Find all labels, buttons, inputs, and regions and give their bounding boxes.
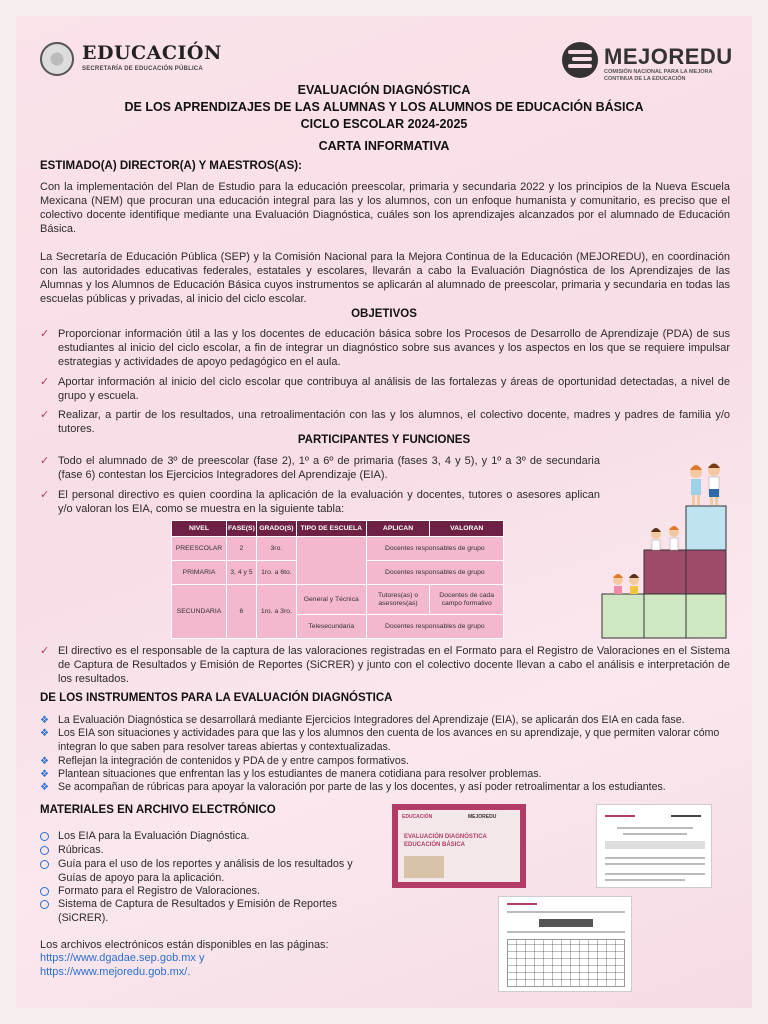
- carta-informativa-page: [16, 16, 752, 1008]
- instrumento-item: ❖ Reflejan la integración de contenidos y PDA de y entre campos formativos.: [40, 755, 409, 767]
- objetivos-title: OBJETIVOS: [351, 308, 417, 320]
- instrumento-item: ❖ Los EIA son situaciones y actividades para que las y los alumnos den cuenta de los avances en su aprendizaje, y que permiten valorar cómo integran lo que saben para resolver tareas abiertas y contextualizadas.: [40, 727, 720, 753]
- eia-cover-thumbnail: EDUCACIÓN MEJOREDU EVALUACIÓN DIAGNÓSTICA EDUCACIÓN BÁSICA: [392, 804, 526, 888]
- title-line-1: EVALUACIÓN DIAGNÓSTICA: [297, 83, 471, 97]
- sep-logo-subtitle: SECRETARÍA DE EDUCACIÓN PÚBLICA: [82, 66, 203, 72]
- diamond-bullet-icon: ❖: [40, 728, 49, 739]
- material-item: Los EIA para la Evaluación Diagnóstica.: [40, 830, 380, 844]
- roles-table: [171, 520, 504, 639]
- document-title: [16, 82, 752, 133]
- table-row: Telesecundaria Docentes responsables de grupo: [172, 615, 504, 639]
- circle-bullet-icon: [40, 832, 49, 841]
- intro-paragraph-1: Con la implementación del Plan de Estudio para la educación preescolar, primaria y secundaria 2022 y los principios de la Nueva Escuela Mexicana (NEM) que procuran una educación integral para las y los alumnos, con un enfoque humanista y comunitario, es preciso que el colectivo docente identifique mediante una Evaluación Diagnóstica, cuáles son los aprendizajes alcanzados por el alumnado de Educación Básica.: [40, 181, 730, 235]
- materiales-title: MATERIALES EN ARCHIVO ELECTRÓNICO: [40, 804, 276, 816]
- instrumento-item: ❖ Plantean situaciones que enfrentan las y los estudiantes de manera cotidiana para resolver problemas.: [40, 768, 542, 780]
- diamond-bullet-icon: ❖: [40, 715, 49, 726]
- eagle-seal-icon: [40, 42, 74, 76]
- material-item: Formato para el Registro de Valoraciones.: [40, 885, 380, 899]
- circle-bullet-icon: [40, 846, 49, 855]
- sep-logo-title: EDUCACIÓN: [82, 42, 222, 64]
- participantes-title: PARTICIPANTES Y FUNCIONES: [297, 434, 471, 446]
- circle-bullet-icon: [40, 900, 49, 909]
- objetivo-item: ✓ Proporcionar información útil a las y los docentes de educación básica sobre los Procesos de Desarrollo de Aprendizaje (PDA) de sus estudiantes al inicio del ciclo escolar, a fin de integrar un diagnóstico sobre sus avances y los aspectos en los que se requiere impulsar estrategias y actividades de apoyo pedagógico en el aula.: [40, 328, 730, 368]
- check-icon: ✓: [40, 455, 50, 467]
- circle-bullet-icon: [40, 860, 49, 869]
- diamond-bullet-icon: ❖: [40, 756, 49, 767]
- material-item: Guía para el uso de los reportes y análisis de los resultados y Guías de apoyo para la aplicación.: [40, 858, 380, 885]
- circle-bullet-icon: [40, 887, 49, 896]
- check-icon: ✓: [40, 645, 50, 657]
- table-row: SECUNDARIA 6 1ro. a 3ro. General y Técnica Tutores(as) o asesores(as) Docentes de cada campo formativo: [172, 585, 504, 615]
- diamond-bullet-icon: ❖: [40, 769, 49, 780]
- objetivo-item: ✓ Aportar información al inicio del ciclo escolar que contribuya al análisis de las fortalezas y áreas de oportunidad detectadas, a nivel de grupo y escuela.: [40, 376, 730, 402]
- check-icon: ✓: [40, 409, 50, 421]
- check-icon: ✓: [40, 328, 50, 340]
- intro-paragraph-2: La Secretaría de Educación Pública (SEP) y la Comisión Nacional para la Mejora Continua de la Educación (MEJOREDU), en coordinación con las autoridades educativas federales, estatales y escolares, llevarán a cabo la Evaluación Diagnóstica de los Aprendizajes de las Alumnas y los Alumnos de Educación Básica cuyos instrumentos se aplicarán al alumnado de preescolar, primaria y secundaria en todas las escuelas públicas y privadas, al inicio del ciclo escolar.: [40, 251, 730, 305]
- sep-logo: [40, 42, 240, 82]
- students-podium-illustration: [600, 446, 730, 640]
- instrumento-item: ❖ Se acompañan de rúbricas para apoyar la valoración por parte de las y los docentes, y así poder retroalimentar a los estudiantes.: [40, 781, 666, 793]
- greeting: ESTIMADO(A) DIRECTOR(A) Y MAESTROS(AS):: [40, 160, 302, 172]
- mejoredu-logo-subtitle: COMISIÓN NACIONAL PARA LA MEJORA CONTINUA DE LA EDUCACIÓN: [604, 69, 713, 82]
- link-dgadae[interactable]: https://www.dgadae.sep.gob.mx y: [40, 952, 205, 964]
- registro-form-thumbnail: [596, 804, 712, 888]
- material-item: Rúbricas.: [40, 844, 380, 858]
- participante-item: ✓ El directivo es el responsable de la captura de las valoraciones registradas en el Formato para el Registro de Valoraciones en el Sistema de Captura de Resultados y Emisión de Reportes (SiCRER) y junto con el colectivo docente llevan a cabo el análisis e interpretación de los resultados.: [40, 645, 730, 685]
- check-icon: ✓: [40, 376, 50, 388]
- diamond-bullet-icon: ❖: [40, 782, 49, 793]
- carta-informativa-title: CARTA INFORMATIVA: [318, 139, 450, 153]
- link-mejoredu[interactable]: https://www.mejoredu.gob.mx/.: [40, 966, 191, 978]
- table-row: PRIMARIA 3, 4 y 5 1ro. a 6to. Docentes responsables de grupo: [172, 561, 504, 585]
- title-line-2: DE LOS APRENDIZAJES DE LAS ALUMNAS Y LOS ALUMNOS DE EDUCACIÓN BÁSICA: [124, 100, 644, 114]
- instrumentos-title: DE LOS INSTRUMENTOS PARA LA EVALUACIÓN DIAGNÓSTICA: [40, 692, 393, 704]
- podium-illustration-icon: [600, 446, 730, 640]
- table-header-row: NIVEL FASE(S) GRADO(S) TIPO DE ESCUELA APLICAN VALORAN: [172, 521, 504, 537]
- materiales-note: Los archivos electrónicos están disponibles en las páginas:: [40, 939, 329, 951]
- table-row: PREESCOLAR 2 3ro. Docentes responsables de grupo: [172, 537, 504, 561]
- check-icon: ✓: [40, 489, 50, 501]
- participante-item: ✓ Todo el alumnado de 3º de preescolar (fase 2), 1º a 6º de primaria (fases 3, 4 y 5), y 1º a 3º de secundaria (fase 6) contestan los Ejercicios Integradores del Aprendizaje (EIA).: [40, 455, 600, 481]
- material-item: Sistema de Captura de Resultados y Emisión de Reportes (SiCRER).: [40, 898, 380, 925]
- instrumento-item: ❖ La Evaluación Diagnóstica se desarrollará mediante Ejercicios Integradores del Aprendizaje (EIA), se aplicarán dos EIA en cada fase.: [40, 714, 685, 726]
- objetivo-item: ✓ Realizar, a partir de los resultados, una retroalimentación con las y los alumnos, el colectivo docente, madres y padres de familia y/o tutores.: [40, 409, 730, 435]
- title-line-3: CICLO ESCOLAR 2024-2025: [300, 117, 468, 131]
- mejoredu-logo-title: MEJOREDU: [604, 44, 733, 69]
- mejoredu-mark-icon: [562, 42, 598, 78]
- valoraciones-table-thumbnail: [498, 896, 632, 992]
- mejoredu-logo: [562, 42, 742, 82]
- participante-item: ✓ El personal directivo es quien coordina la aplicación de la evaluación y docentes, tutores o asesores aplican y/o valoran los EIA, como se muestra en la siguiente tabla:: [40, 489, 600, 515]
